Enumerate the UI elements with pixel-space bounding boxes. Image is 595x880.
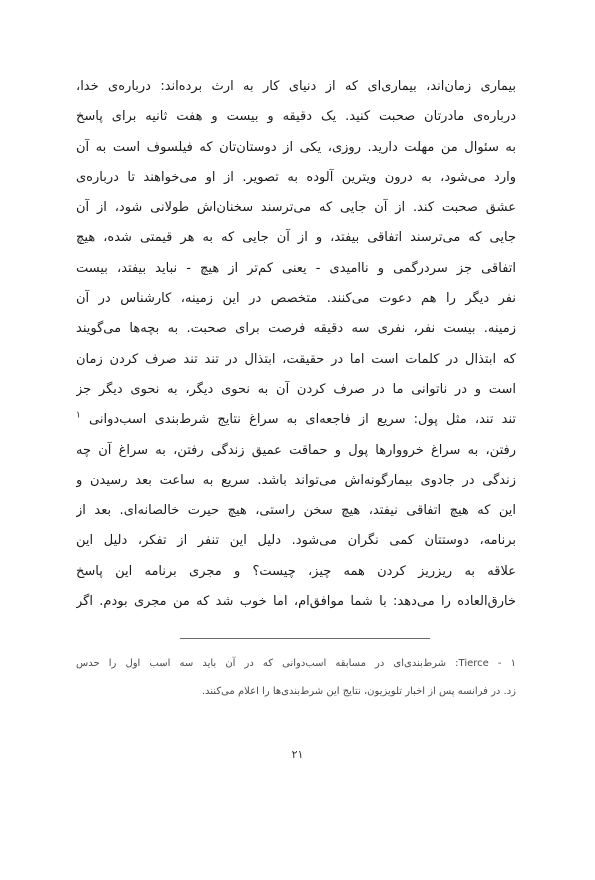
text-line: اتفاقی جز سردرگمی و ناامیدی - یعنی کم‌تر از هیچ - نباید بیفتد، بیست: [76, 260, 516, 276]
text-line: علاقه به ریزریز کردن همه چیز، چیست؟ و مجری برنامه این پاسخ: [76, 563, 516, 579]
footnote-separator: [180, 638, 430, 639]
text-line: برنامه، دوستتان کمی نگران می‌شود. دلیل این تنفر از تفکر، دلیل این: [76, 533, 516, 549]
text-line: وارد می‌شود، به درون ویترین آلوده به تصویر. از او می‌خواهند تا درباره‌ی: [76, 169, 516, 185]
footnotes: [76, 650, 516, 706]
text-line: تند تند، مثل پول: سریع از فاجعه‌ای به سراغ نتایج شرط‌بندی اسب‌دوانی $^۱$: [76, 410, 516, 428]
text-line: که ابتذال در کلمات است اما در حقیقت، ابتذال در تند تند صرف کردن زمان: [76, 351, 516, 367]
text-line: این که هیچ اتفاقی نیفتد، هیچ سخن راستی، هیچ حیرت خالصانه‌ای. بعد از: [76, 503, 516, 519]
text-line: بیماری زمان‌اند، بیماری‌ای که از دنیای کار به ارث برده‌اند: درباره‌ی خدا،: [76, 79, 516, 94]
text-line: زندگی در جادوی بیمارگونه‌اش می‌تواند باشد. سریع به ساعت بعد رسیدن و: [76, 472, 516, 488]
text-line: زمینه. بیست نفر، نفری سه دقیقه فرصت برای صحبت. به بچه‌ها می‌گویند: [76, 321, 516, 337]
text-line: رفتن، به سراغ خرووارها پول و حماقت عمیق زندگی رفتن، به سراغ آن چه: [76, 442, 516, 458]
text-line: خارق‌العاده را می‌دهد: با شما موافق‌ام، اما خوب شد که من مجری بودم. اگر: [76, 594, 516, 610]
footnote-line: ۱ - Tierce: شرط‌بندی‌ای در مسابقه اسب‌دوانی که در آن باید سه اسب اول را حدس: [76, 658, 516, 669]
footnote-line: زد. در فرانسه پس از اخبار تلویزیون، نتایج این شرط‌بندی‌ها را اعلام می‌کنند.: [201, 686, 516, 697]
text-line: جایی که می‌ترسند اتفاقی بیفتد، و از آن جایی که به هر قیمتی شده، هیچ: [76, 230, 516, 246]
page-number: ۲۱: [291, 748, 304, 761]
footnote-reference: ۱: [76, 410, 81, 421]
text-line: نفر دیگر را هم دعوت می‌کنند. متخصص در این زمینه، کارشناس در آن: [76, 291, 516, 307]
text-line: است و در ناتوانی ما در صرف کردن آن به نحوی دیگر، به نحوی دیگر جز: [76, 381, 516, 397]
text-line: به سئوال من مهلت دارید. روزی، یکی از دوستان‌تان که فیلسوف است به آن: [76, 139, 516, 155]
body-text: [76, 72, 516, 617]
text-line: درباره‌ی مادرتان صحبت کنید. یک دقیقه و بیست و هفت ثانیه برای پاسخ: [76, 109, 516, 125]
text-line: عشق صحبت کند. از آن جایی که می‌ترسند سخنان‌اش طولانی شود، از آن: [76, 200, 516, 216]
